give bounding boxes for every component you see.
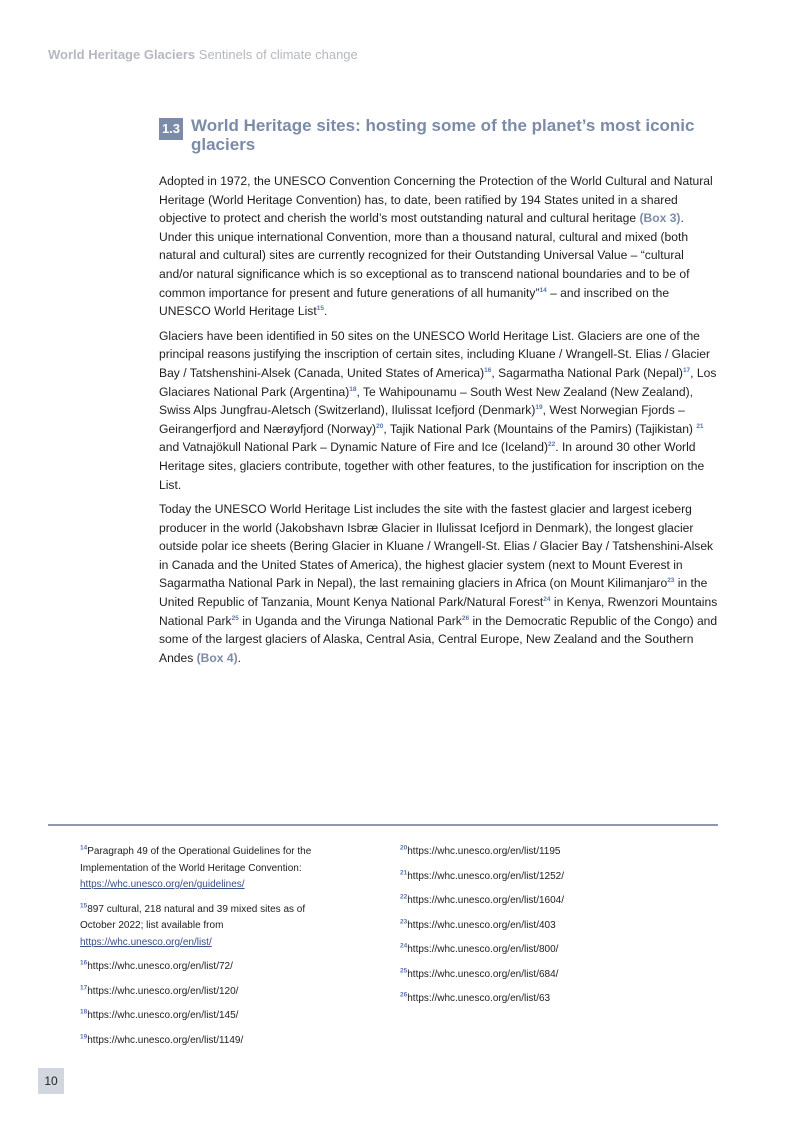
- footnote-text: https://whc.unesco.org/en/list/1604/: [407, 895, 564, 906]
- text-span: , Tajik National Park (Mountains of the Pamirs) (Tajikistan): [383, 421, 697, 436]
- text-span: .: [237, 650, 242, 665]
- paragraph-3: [159, 500, 719, 667]
- footnote-text: https://whc.unesco.org/en/list/403: [407, 919, 556, 931]
- footnote-20: [400, 844, 650, 861]
- text-span: Glaciers have been identified in 50 sites on the UNESCO World Heritage List. Glaciers are one of the principal reasons justifying the inscription of certain sites, including Kluane / Wrangell-St. Elias / Glacier Bay / Tatshenshini-Alsek (Canada, United States of America): [159, 328, 710, 380]
- body-text: [159, 172, 719, 667]
- text-span: in the United Republic of Tanzania, Mount Kenya National Park/Natural Forest: [159, 576, 708, 610]
- footnote-divider: [48, 824, 718, 826]
- footnote-text: https://whc.unesco.org/en/list/1252/: [407, 870, 564, 882]
- section-title: World Heritage sites: hosting some of the planet’s most iconic glaciers: [191, 116, 695, 154]
- footnote-text: https://whc.unesco.org/en/list/684/: [407, 968, 559, 980]
- footnote-ref-14[interactable]: 14: [539, 286, 547, 294]
- footnote-link[interactable]: https://whc.unesco.org/en/guidelines/: [80, 879, 245, 890]
- footnote-number: 17: [80, 984, 88, 992]
- footnote-14: [80, 844, 330, 894]
- footnote-text: https://whc.unesco.org/en/list/800/: [407, 944, 559, 955]
- paragraph-1: [159, 172, 719, 321]
- footnote-ref-22[interactable]: 22: [547, 441, 556, 449]
- footnote-15: [80, 902, 330, 952]
- text-span: – and inscribed on the UNESCO World Heritage List: [159, 285, 670, 319]
- header-subtitle: Sentinels of climate change: [198, 47, 358, 62]
- text-span: in Kenya, Rwenzori Mountains National Park: [159, 595, 718, 628]
- text-span: , Sagarmatha National Park (Nepal): [491, 365, 683, 380]
- footnote-ref-23[interactable]: 23: [667, 577, 675, 585]
- text-span: in Uganda and the Virunga National Park: [238, 613, 462, 628]
- footnote-16: [80, 959, 330, 976]
- footnote-ref-16[interactable]: 16: [484, 366, 492, 374]
- text-span: , West Norwegian Fjords – Geirangerfjord and Nærøyfjord (Norway): [159, 403, 685, 436]
- box-3-link[interactable]: (Box 3): [639, 211, 681, 226]
- footnote-18: [80, 1008, 330, 1025]
- section-1-3: [159, 116, 729, 673]
- footnotes-right-column: [400, 844, 650, 1016]
- footnote-19: [80, 1033, 330, 1050]
- footnote-text: https://whc.unesco.org/en/list/120/: [87, 985, 239, 997]
- text-span: and Vatnajökull National Park – Dynamic Nature of Fire and Ice (Iceland): [159, 440, 548, 455]
- footnote-ref-19[interactable]: 19: [535, 404, 543, 412]
- footnote-number: 23: [400, 918, 408, 926]
- footnote-text: https://whc.unesco.org/en/list/145/: [87, 1010, 239, 1021]
- header-title-bold: World Heritage Glaciers: [48, 47, 196, 62]
- footnote-text: https://whc.unesco.org/en/list/1195: [407, 846, 561, 857]
- footnote-number: 16: [80, 959, 88, 967]
- footnote-number: 26: [400, 991, 408, 999]
- footnote-23: [400, 918, 650, 935]
- text-span: in the Democratic Republic of the Congo) and some of the largest glaciers of Alaska, Central Asia, Central Europe, New Zealand and the Southern Andes: [159, 613, 718, 665]
- footnote-ref-21[interactable]: 21: [696, 422, 704, 430]
- text-span: . In around 30 other World Heritage sites, glaciers contribute, together with other features, to the justification for inscription on the List.: [159, 440, 705, 492]
- footnote-number: 19: [80, 1033, 88, 1041]
- text-span: . Under this unique international Convention, more than a thousand natural, cultural and mixed (both natural and cultural) sites are currently recognized for their Outstanding Universal Value – “cultural and/or natural significance which is so exceptional as to transcend national boundaries and to be of common importance for present and future generations of all humanity”: [159, 211, 690, 300]
- footnote-text: https://whc.unesco.org/en/list/63: [407, 993, 551, 1004]
- footnote-number: 25: [400, 967, 408, 975]
- section-number-badge: 1.3: [159, 118, 183, 140]
- footnote-text: https://whc.unesco.org/en/list/72/: [87, 961, 233, 972]
- footnote-ref-18[interactable]: 18: [349, 385, 357, 393]
- footnote-ref-25[interactable]: 25: [231, 614, 239, 622]
- footnote-number: 24: [400, 942, 408, 950]
- footnote-text: Paragraph 49 of the Operational Guidelines for the Implementation of the World Heritage Convention:: [80, 846, 312, 874]
- text-span: .: [323, 304, 328, 319]
- footnote-24: [400, 942, 650, 959]
- section-heading: [159, 116, 729, 154]
- footnote-ref-24[interactable]: 24: [543, 596, 551, 604]
- footnote-21: [400, 869, 650, 886]
- footnote-number: 20: [400, 844, 408, 852]
- text-span: , Los Glaciares National Park (Argentina): [159, 365, 717, 399]
- box-4-link[interactable]: (Box 4): [196, 650, 238, 665]
- page-number: 10: [38, 1068, 64, 1094]
- text-span: , Te Wahipounamu – South West New Zealand (New Zealand), Swiss Alps Jungfrau-Aletsch (Switzerland), Ilulissat Icefjord (Denmark): [159, 384, 694, 418]
- footnote-26: [400, 991, 650, 1008]
- footnote-text: 897 cultural, 218 natural and 39 mixed sites as of October 2022; list available from: [80, 903, 306, 931]
- footnote-ref-15[interactable]: 15: [316, 305, 324, 313]
- footnote-number: 21: [400, 869, 408, 877]
- footnote-22: [400, 893, 650, 910]
- footnote-text: https://whc.unesco.org/en/list/1149/: [87, 1034, 244, 1046]
- footnote-25: [400, 967, 650, 984]
- footnote-number: 22: [400, 893, 408, 901]
- footnote-number: 15: [80, 902, 88, 910]
- footnote-ref-20[interactable]: 20: [376, 422, 384, 430]
- text-span: Adopted in 1972, the UNESCO Convention Concerning the Protection of the World Cultural and Natural Heritage (World Heritage Convention) has, to date, been ratified by 194 States united in a shared objective to protect and cherish the world’s most outstanding natural and cultural heritage: [159, 174, 713, 226]
- footnote-number: 14: [80, 844, 88, 852]
- text-span: Today the UNESCO World Heritage List includes the site with the fastest glacier and largest iceberg producer in the world (Jakobshavn Isbræ Glacier in Ilulissat Icefjord in Denmark), the longest glacier outside polar ice sheets (Bering Glacier in Kluane / Wrangell-St. Elias / Glacier Bay / Tatshenshini-Alsek in Canada and the United States of America), the highest glacier system (next to Mount Everest in Sagarmatha National Park in Nepal), the last remaining glaciers in Africa (on Mount Kilimanjaro: [159, 502, 714, 591]
- footnote-number: 18: [80, 1008, 88, 1016]
- footnote-17: [80, 984, 330, 1001]
- footnote-ref-17[interactable]: 17: [682, 366, 691, 374]
- running-header: [48, 47, 358, 62]
- footnote-link[interactable]: https://whc.unesco.org/en/list/: [80, 936, 212, 948]
- footnote-ref-26[interactable]: 26: [461, 614, 470, 622]
- paragraph-2: [159, 327, 719, 494]
- footnotes-left-column: [80, 844, 330, 1057]
